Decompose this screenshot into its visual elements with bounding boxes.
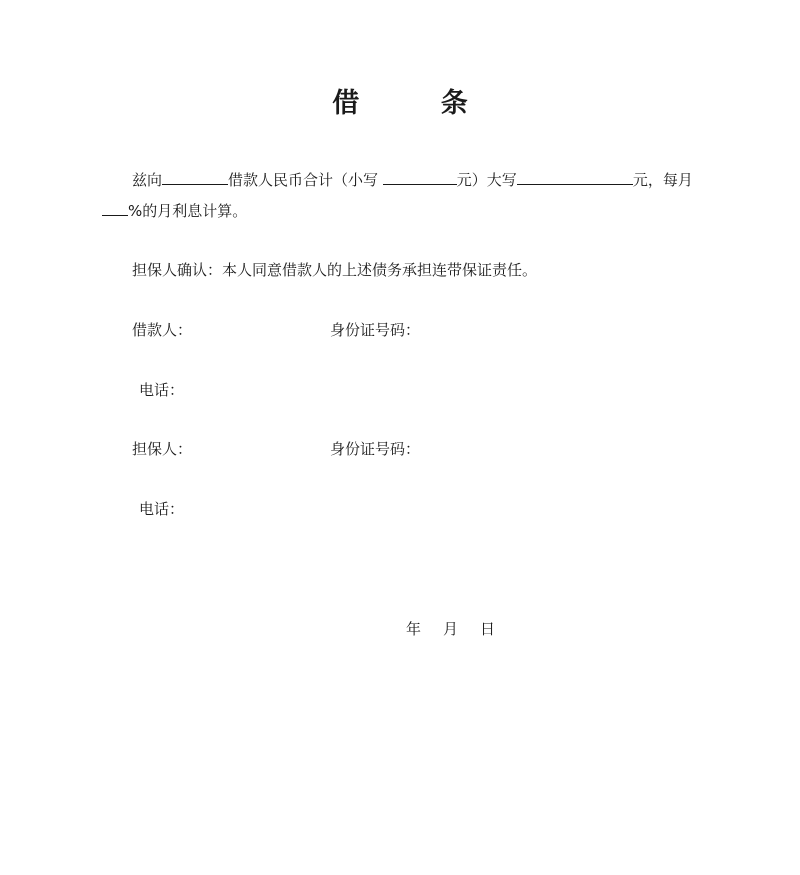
date-day: 日 (480, 620, 496, 638)
text-amount-intro: 借款人民币合计（小写 (228, 171, 383, 189)
guarantor-id-label: 身份证号码： (330, 440, 421, 458)
text-amount-capital-intro: 元）大写 (456, 171, 517, 189)
text-interest-suffix: %的月利息计算。 (128, 202, 248, 220)
borrower-phone-label: 电话： (139, 381, 185, 399)
text-prefix: 兹向 (132, 171, 163, 189)
amount-numeric-blank[interactable] (383, 170, 457, 185)
date-year: 年 (406, 620, 422, 638)
guarantor-label: 担保人： (132, 440, 193, 458)
guarantor-confirmation: 担保人确认：本人同意借款人的上述债务承担连带保证责任。 (132, 261, 538, 279)
text-monthly: 元，每月 (632, 171, 693, 189)
loan-statement-line-2 (102, 201, 247, 221)
loan-statement-line-1 (132, 170, 693, 190)
amount-capital-blank[interactable] (517, 170, 633, 185)
borrower-label: 借款人： (132, 321, 193, 339)
date-line (406, 619, 495, 639)
lender-blank[interactable] (162, 170, 228, 185)
borrower-id-label: 身份证号码： (330, 321, 421, 339)
interest-rate-blank[interactable] (102, 201, 128, 216)
guarantor-phone-label: 电话： (139, 500, 185, 518)
document-title: 借 条 (332, 88, 504, 119)
date-month: 月 (443, 620, 459, 638)
